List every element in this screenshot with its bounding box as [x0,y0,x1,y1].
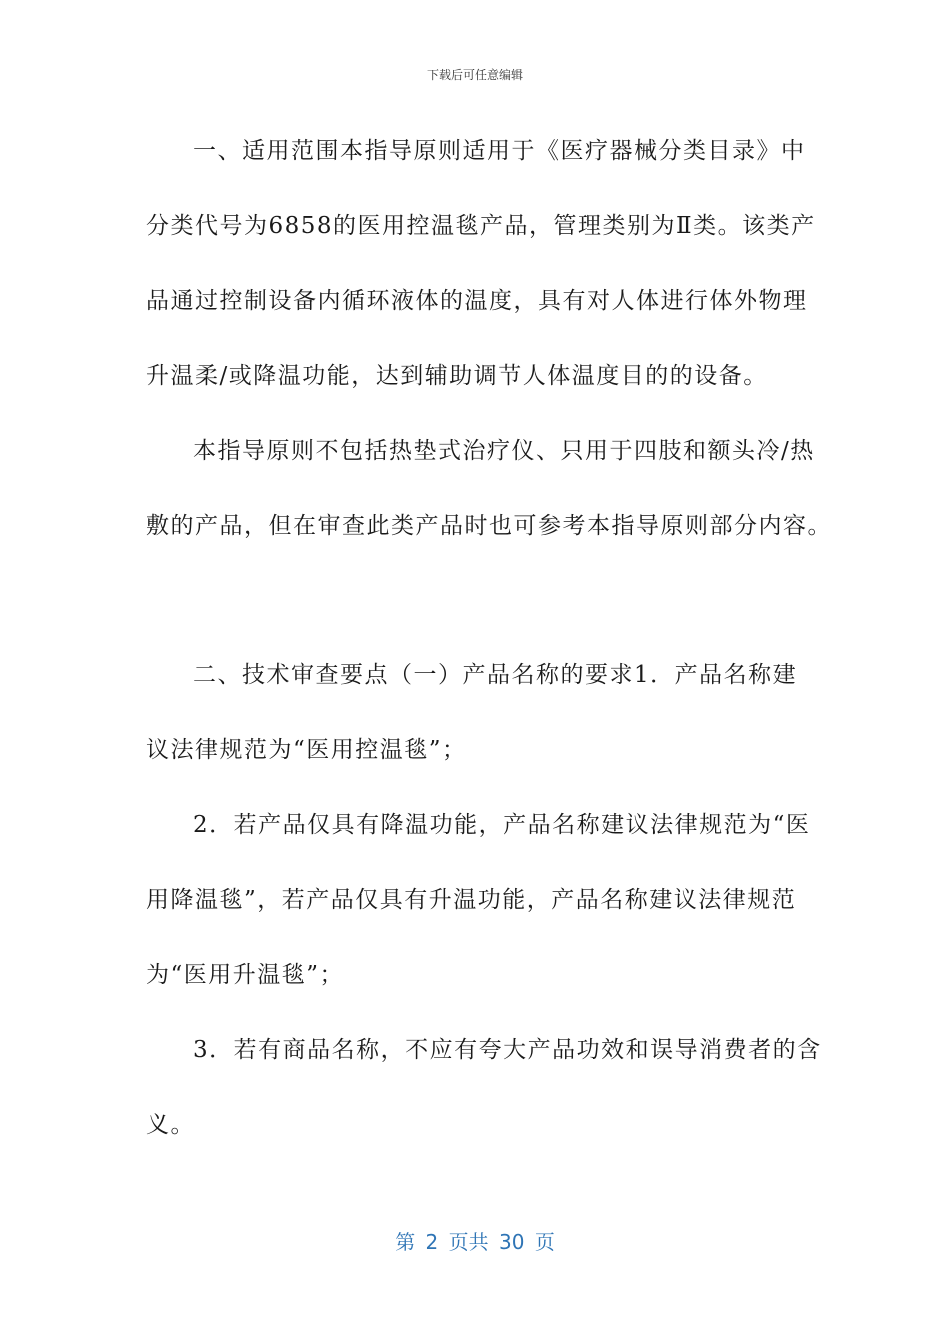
footer-page-number: 2 [425,1230,439,1254]
paragraph-2-line-2: 敷的产品，但在审查此类产品时也可参考本指导原则部分内容。 [146,513,832,539]
paragraph-4-line-1: 2．若产品仅具有降温功能，产品名称建议法律规范为“医 [193,812,811,838]
footer-prefix: 第 [395,1230,416,1254]
page-header: 下载后可任意编辑 [426,68,523,82]
paragraph-1-line-2: 分类代号为6858的医用控温毯产品，管理类别为Ⅱ类。该类产 [146,213,816,239]
paragraph-4-line-2: 用降温毯”，若产品仅具有升温功能，产品名称建议法律规范 [146,887,797,913]
footer-suffix: 页 [534,1230,555,1254]
paragraph-5-line-1: 3．若有商品名称，不应有夸大产品功效和误导消费者的含 [193,1037,822,1063]
paragraph-4-line-3: 为“医用升温毯”； [146,962,345,988]
paragraph-3-line-1: 二、技术审查要点（一）产品名称的要求1．产品名称建 [193,662,798,688]
paragraph-1-line-1: 一、适用范围本指导原则适用于《医疗器械分类目录》中 [193,138,806,164]
footer-middle: 页共 [448,1230,489,1254]
paragraph-3-line-2: 议法律规范为“医用控温毯”； [146,737,467,763]
paragraph-1-line-4: 升温柔/或降温功能，达到辅助调节人体温度目的的设备。 [146,363,768,389]
paragraph-1-line-3: 品通过控制设备内循环液体的温度，具有对人体进行体外物理 [146,288,808,314]
footer-total-pages: 30 [499,1230,525,1254]
paragraph-2-line-1: 本指导原则不包括热垫式治疗仪、只用于四肢和额头冷/热 [193,438,815,464]
paragraph-5-line-2: 义。 [146,1112,195,1138]
page-footer [0,1226,950,1255]
